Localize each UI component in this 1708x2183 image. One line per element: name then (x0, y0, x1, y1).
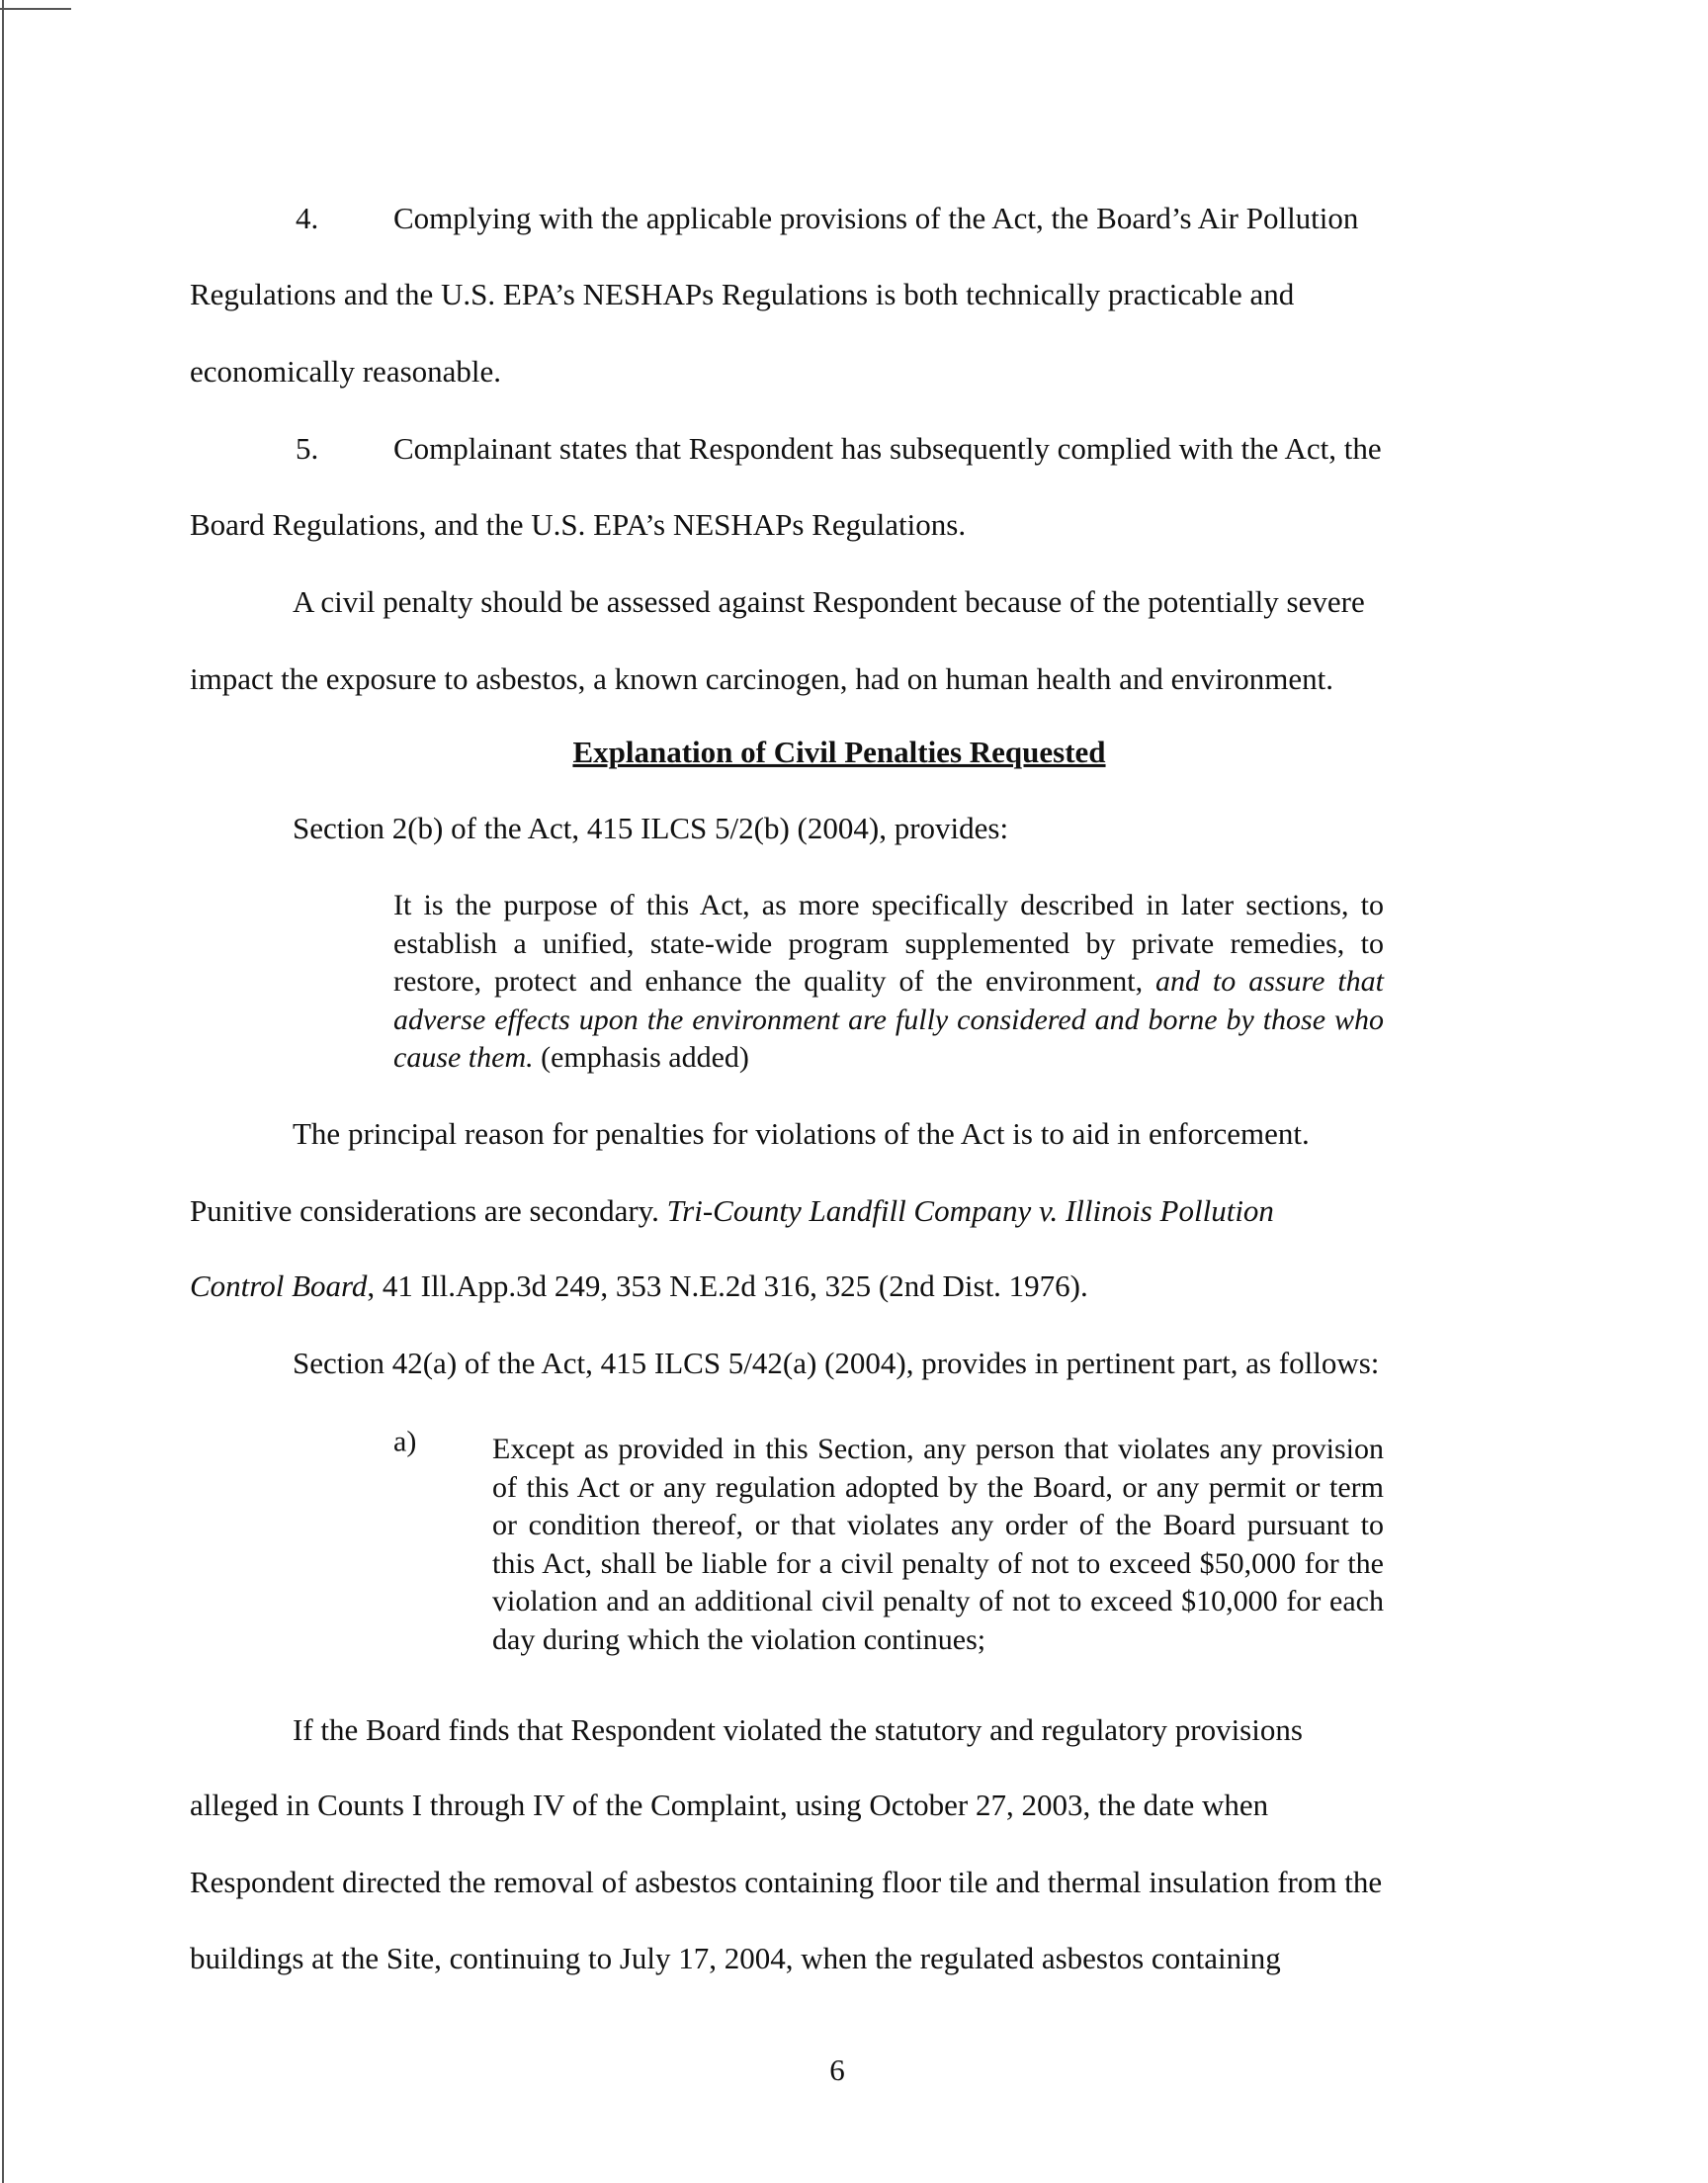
principal-line: The principal reason for penalties for violations of the Act is to aid in enforcement. (293, 1115, 1310, 1151)
para-5-line: Board Regulations, and the U.S. EPA’s NESHAPs Regulations. (190, 506, 967, 542)
section-42a-intro: Section 42(a) of the Act, 415 ILCS 5/42(a) (2004), provides in pertinent part, as follows: (293, 1345, 1380, 1380)
final-para-line: buildings at the Site, continuing to July 17, 2004, when the regulated asbestos containing (190, 1940, 1281, 1975)
principal-line (190, 1192, 1274, 1228)
emphasis-note: (emphasis added) (541, 1041, 749, 1075)
principal-text: Punitive considerations are secondary. (190, 1192, 659, 1228)
civil-penalty-line: impact the exposure to asbestos, a known carcinogen, had on human health and environment. (190, 660, 1334, 696)
citation-reporter: , 41 Ill.App.3d 249, 353 N.E.2d 316, 325 (2nd Dist. 1976). (367, 1267, 1088, 1303)
section-heading: Explanation of Civil Penalties Requested (572, 734, 1106, 769)
quote-text: It is the purpose of this Act, as more specifically described in later sections, to establish a unified, state-wide program supplemented by private remedies, to restore, protect and enhance the quality of the environment, (393, 889, 1384, 999)
scan-edge-line (2, 0, 4, 2183)
scan-corner-line (0, 8, 71, 10)
block-quote-42a: Except as provided in this Section, any person that violates any provision of this Act or any regulation adopted by the Board, or any permit or term or condition thereof, or that violates any order of the Board pursuant to this Act, shall be liable for a civil penalty of not to exceed $50,000 for the violation and an additional civil penalty of not to exceed $10,000 for each day during which the violation continues; (492, 1433, 1384, 1656)
quote-emphasis: and to assure that adverse effects upon the environment are fully considered and borne by those who cause them. (393, 965, 1385, 1075)
block-quote-2b (393, 887, 1384, 1078)
case-citation: Control Board (190, 1267, 368, 1303)
para-4-line: Complying with the applicable provisions of the Act, the Board’s Air Pollution (393, 200, 1359, 235)
case-citation: Tri-County Landfill Company v. Illinois Pollution (666, 1192, 1274, 1228)
para-4-line: economically reasonable. (190, 353, 502, 389)
final-para-line: alleged in Counts I through IV of the Complaint, using October 27, 2003, the date when (190, 1787, 1269, 1822)
final-para-line: Respondent directed the removal of asbestos containing floor tile and thermal insulation from the (190, 1864, 1383, 1899)
para-4-line: Regulations and the U.S. EPA’s NESHAPs Regulations is both technically practicable and (190, 276, 1295, 311)
page-number: 6 (829, 2052, 845, 2087)
principal-line (190, 1267, 1088, 1303)
subsection-label: a) (393, 1425, 417, 1458)
civil-penalty-line: A civil penalty should be assessed against Respondent because of the potentially severe (293, 583, 1365, 619)
final-para-line: If the Board finds that Respondent violated the statutory and regulatory provisions (293, 1711, 1303, 1747)
para-5-line: Complainant states that Respondent has subsequently complied with the Act, the (393, 430, 1382, 466)
para-4-number: 4. (296, 200, 319, 235)
section-2b-intro: Section 2(b) of the Act, 415 ILCS 5/2(b) (2004), provides: (293, 810, 1009, 845)
para-5-number: 5. (296, 430, 319, 466)
